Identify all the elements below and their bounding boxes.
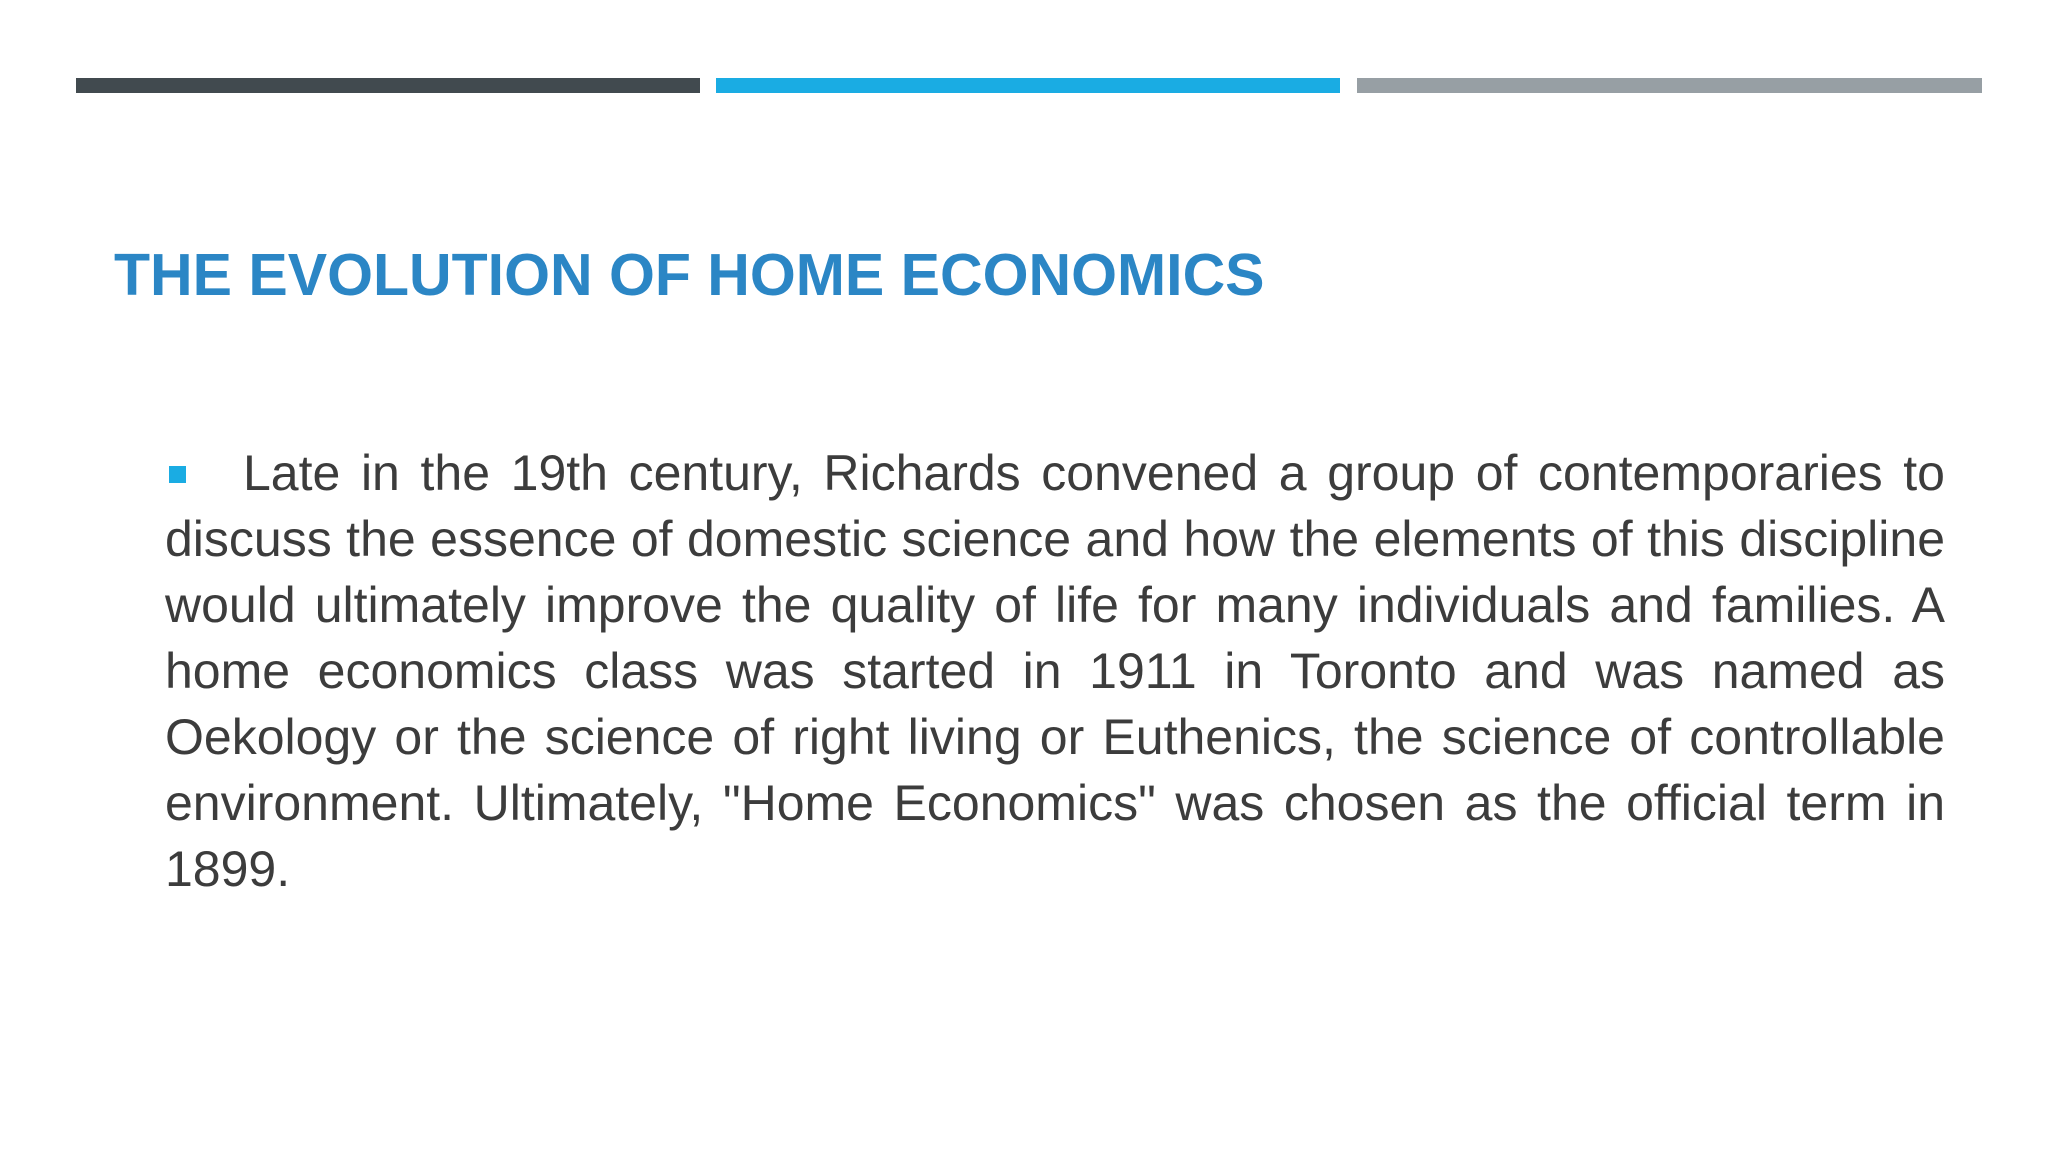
top-accent-bar-gray: [1357, 78, 1982, 93]
bullet-text: Late in the 19th century, Richards convened a group of contemporaries to discuss the essence of domestic science and how the elements of this discipline would ultimately improve the quality of life for many individuals and families. A home economics class was started in 1911 in Toronto and was named as Oekology or the science of right living or Euthenics, the science of controllable environment. Ultimately, "Home Economics" was chosen as the official term in 1899.: [165, 445, 1945, 897]
bullet-list: [165, 440, 1945, 902]
square-bullet-icon: [169, 466, 186, 483]
top-accent-bar-blue: [716, 78, 1340, 93]
slide-title: THE EVOLUTION OF HOME ECONOMICS: [114, 242, 1265, 308]
top-accent-bar-dark: [76, 78, 700, 93]
